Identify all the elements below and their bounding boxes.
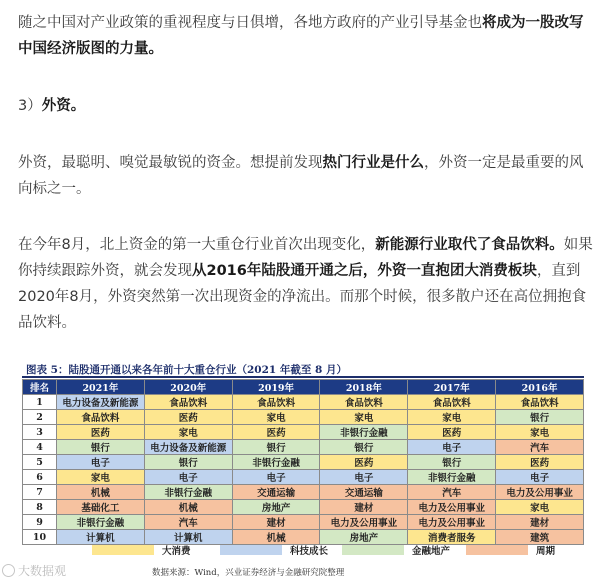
legend-item bbox=[466, 543, 555, 557]
industry-cell: 电子 bbox=[57, 455, 145, 470]
section-heading-foreign-capital bbox=[18, 93, 593, 119]
industry-cell: 交通运输 bbox=[320, 485, 408, 500]
industry-cell: 汽车 bbox=[496, 440, 584, 455]
bold-text: 新能源行业取代了食品饮料。 bbox=[375, 237, 564, 253]
industry-cell: 建材 bbox=[232, 515, 320, 530]
rank-cell: 2 bbox=[23, 410, 57, 425]
header-year: 2021年 bbox=[57, 380, 145, 395]
industry-cell: 电子 bbox=[320, 470, 408, 485]
legend-item bbox=[342, 543, 450, 557]
rank-cell: 3 bbox=[23, 425, 57, 440]
industry-cell: 电力设备及新能源 bbox=[144, 440, 232, 455]
industry-cell: 医药 bbox=[496, 455, 584, 470]
bold-text: 热门行业是什么 bbox=[322, 155, 424, 171]
text-span: 3） bbox=[18, 98, 42, 114]
header-year: 2019年 bbox=[232, 380, 320, 395]
industry-cell: 家电 bbox=[232, 410, 320, 425]
table-header-row bbox=[23, 380, 584, 395]
industry-cell: 医药 bbox=[57, 425, 145, 440]
watermark bbox=[2, 562, 66, 579]
industry-cell: 消费者服务 bbox=[408, 530, 496, 545]
text-span: 随之中国对产业政策的重视程度与日俱增，各地方政府的产业引导基金也 bbox=[18, 15, 482, 31]
table-row bbox=[23, 455, 584, 470]
industry-cell: 食品饮料 bbox=[144, 395, 232, 410]
legend bbox=[22, 543, 584, 559]
rank-cell: 5 bbox=[23, 455, 57, 470]
industry-cell: 食品饮料 bbox=[496, 395, 584, 410]
watermark-logo-icon bbox=[2, 564, 15, 577]
industry-cell: 电子 bbox=[232, 470, 320, 485]
header-year: 2017年 bbox=[408, 380, 496, 395]
industry-cell: 机械 bbox=[57, 485, 145, 500]
industry-cell: 汽车 bbox=[144, 515, 232, 530]
text-span: ，外资一定是最重要的风向标之一。 bbox=[18, 155, 584, 197]
industry-cell: 基础化工 bbox=[57, 500, 145, 515]
industry-cell: 交通运输 bbox=[232, 485, 320, 500]
industry-cell: 机械 bbox=[144, 500, 232, 515]
industry-cell: 计算机 bbox=[57, 530, 145, 545]
bold-text: 从2016年陆股通开通之后，外资一直抱团大消费板块 bbox=[192, 263, 537, 279]
text-span: 外资，最聪明、嗅觉最敏锐的资金。想提前发现 bbox=[18, 155, 323, 171]
industry-cell: 家电 bbox=[320, 410, 408, 425]
industry-cell: 电子 bbox=[144, 470, 232, 485]
industry-cell: 家电 bbox=[57, 470, 145, 485]
industry-cell: 电力及公用事业 bbox=[320, 515, 408, 530]
rank-cell: 4 bbox=[23, 440, 57, 455]
rank-cell: 8 bbox=[23, 500, 57, 515]
industry-cell: 食品饮料 bbox=[320, 395, 408, 410]
industry-cell: 食品饮料 bbox=[232, 395, 320, 410]
rank-cell: 6 bbox=[23, 470, 57, 485]
industry-cell: 房地产 bbox=[320, 530, 408, 545]
industry-cell: 电子 bbox=[408, 440, 496, 455]
paragraph-industry-fund bbox=[18, 10, 593, 62]
industry-cell: 电力及公用事业 bbox=[408, 500, 496, 515]
table-row bbox=[23, 395, 584, 410]
holdings-table bbox=[22, 379, 584, 545]
figure-top-holdings bbox=[22, 360, 584, 580]
watermark-text: 大数据观 bbox=[18, 564, 67, 578]
table-row bbox=[23, 440, 584, 455]
legend-label: 周期 bbox=[536, 546, 556, 557]
table-row bbox=[23, 500, 584, 515]
industry-cell: 医药 bbox=[408, 425, 496, 440]
table-row bbox=[23, 470, 584, 485]
rank-cell: 7 bbox=[23, 485, 57, 500]
industry-cell: 电力设备及新能源 bbox=[57, 395, 145, 410]
industry-cell: 建筑 bbox=[496, 530, 584, 545]
industry-cell: 银行 bbox=[144, 455, 232, 470]
header-rank: 排名 bbox=[23, 380, 57, 395]
industry-cell: 食品饮料 bbox=[57, 410, 145, 425]
industry-cell: 建材 bbox=[496, 515, 584, 530]
industry-cell: 非银行金融 bbox=[144, 485, 232, 500]
industry-cell: 银行 bbox=[57, 440, 145, 455]
industry-cell: 汽车 bbox=[408, 485, 496, 500]
industry-cell: 银行 bbox=[232, 440, 320, 455]
industry-cell: 房地产 bbox=[232, 500, 320, 515]
industry-cell: 计算机 bbox=[144, 530, 232, 545]
paragraph-foreign-capital-intro bbox=[18, 150, 593, 202]
legend-item bbox=[220, 543, 328, 557]
text-span: ，直到2020年8月，外资突然第一次出现资金的净流出。而那个时候，很多散户还在高位拥抱食品饮料。 bbox=[18, 263, 587, 331]
industry-cell: 电子 bbox=[496, 470, 584, 485]
industry-cell: 家电 bbox=[496, 425, 584, 440]
legend-item bbox=[92, 543, 191, 557]
table-row bbox=[23, 515, 584, 530]
industry-cell: 食品饮料 bbox=[408, 395, 496, 410]
industry-cell: 非银行金融 bbox=[232, 455, 320, 470]
bold-text: 将成为一股改写中国经济版图的力量。 bbox=[18, 15, 584, 57]
industry-cell: 家电 bbox=[496, 500, 584, 515]
table-row bbox=[23, 485, 584, 500]
table-body bbox=[23, 395, 584, 545]
data-source: 数据来源：Wind，兴业证券经济与金融研究院整理 bbox=[152, 568, 345, 578]
industry-cell: 医药 bbox=[144, 410, 232, 425]
industry-cell: 非银行金融 bbox=[408, 470, 496, 485]
legend-label: 科技成长 bbox=[290, 546, 329, 557]
rank-cell: 1 bbox=[23, 395, 57, 410]
industry-cell: 家电 bbox=[144, 425, 232, 440]
industry-cell: 非银行金融 bbox=[320, 425, 408, 440]
rank-cell: 10 bbox=[23, 530, 57, 545]
bold-text: 外资。 bbox=[41, 98, 86, 114]
text-span: 如果你持续跟踪外资，就会发现 bbox=[18, 237, 593, 279]
industry-cell: 银行 bbox=[408, 455, 496, 470]
industry-cell: 银行 bbox=[496, 410, 584, 425]
industry-cell: 电力及公用事业 bbox=[496, 485, 584, 500]
figure-title: 图表 5：陆股通开通以来各年前十大重仓行业（2021 年截至 8 月） bbox=[26, 364, 347, 376]
legend-swatch bbox=[220, 545, 282, 555]
table-row bbox=[23, 425, 584, 440]
legend-label: 金融地产 bbox=[412, 546, 451, 557]
industry-cell: 医药 bbox=[320, 455, 408, 470]
rank-cell: 9 bbox=[23, 515, 57, 530]
header-year: 2020年 bbox=[144, 380, 232, 395]
figure-title-rule bbox=[22, 376, 584, 378]
text-span: 在今年8月，北上资金的第一大重仓行业首次出现变化， bbox=[18, 237, 376, 253]
industry-cell: 家电 bbox=[408, 410, 496, 425]
industry-cell: 机械 bbox=[232, 530, 320, 545]
industry-cell: 非银行金融 bbox=[57, 515, 145, 530]
header-year: 2018年 bbox=[320, 380, 408, 395]
industry-cell: 电力及公用事业 bbox=[408, 515, 496, 530]
header-year: 2016年 bbox=[496, 380, 584, 395]
paragraph-northbound-flow bbox=[18, 232, 593, 336]
legend-swatch bbox=[466, 545, 528, 555]
legend-swatch bbox=[92, 545, 154, 555]
legend-swatch bbox=[342, 545, 404, 555]
legend-label: 大消费 bbox=[162, 546, 191, 557]
industry-cell: 建材 bbox=[320, 500, 408, 515]
table-row bbox=[23, 410, 584, 425]
industry-cell: 医药 bbox=[232, 425, 320, 440]
industry-cell: 银行 bbox=[320, 440, 408, 455]
